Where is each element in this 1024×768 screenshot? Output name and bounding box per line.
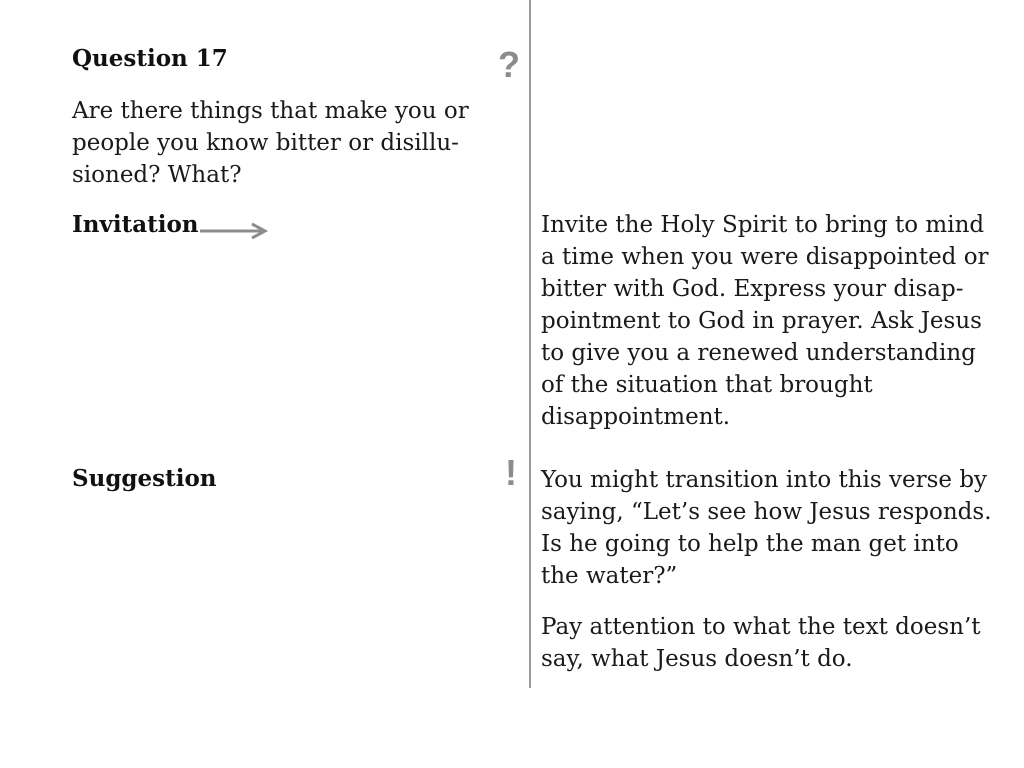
question-mark-icon: ? [498, 44, 520, 85]
invitation-text: Invite the Holy Spirit to bring to mind a time when you were disappointed or bitter with God. Express your disappointment to God in prayer. Ask Jesus to give you a renewed understanding of the situation that brought disappointment. [541, 212, 989, 430]
question-title: Question 17 [72, 45, 228, 72]
suggestion-label: Suggestion [72, 465, 217, 492]
arrow-right-icon [198, 221, 270, 241]
exclamation-mark-icon: ! [505, 452, 517, 493]
question-body: Are there things that make you or people you know bitter or disillusioned? What? [72, 98, 469, 188]
suggestion-paragraph: You might transition into this verse by saying, “Let’s see how Jesus responds. Is he going to help the man get into the water?” [541, 467, 992, 589]
invitation-label: Invitation [72, 211, 199, 238]
column-divider [529, 0, 531, 688]
suggestion-paragraph: Pay attention to what the text doesn’t say, what Jesus doesn’t do. [541, 614, 981, 672]
